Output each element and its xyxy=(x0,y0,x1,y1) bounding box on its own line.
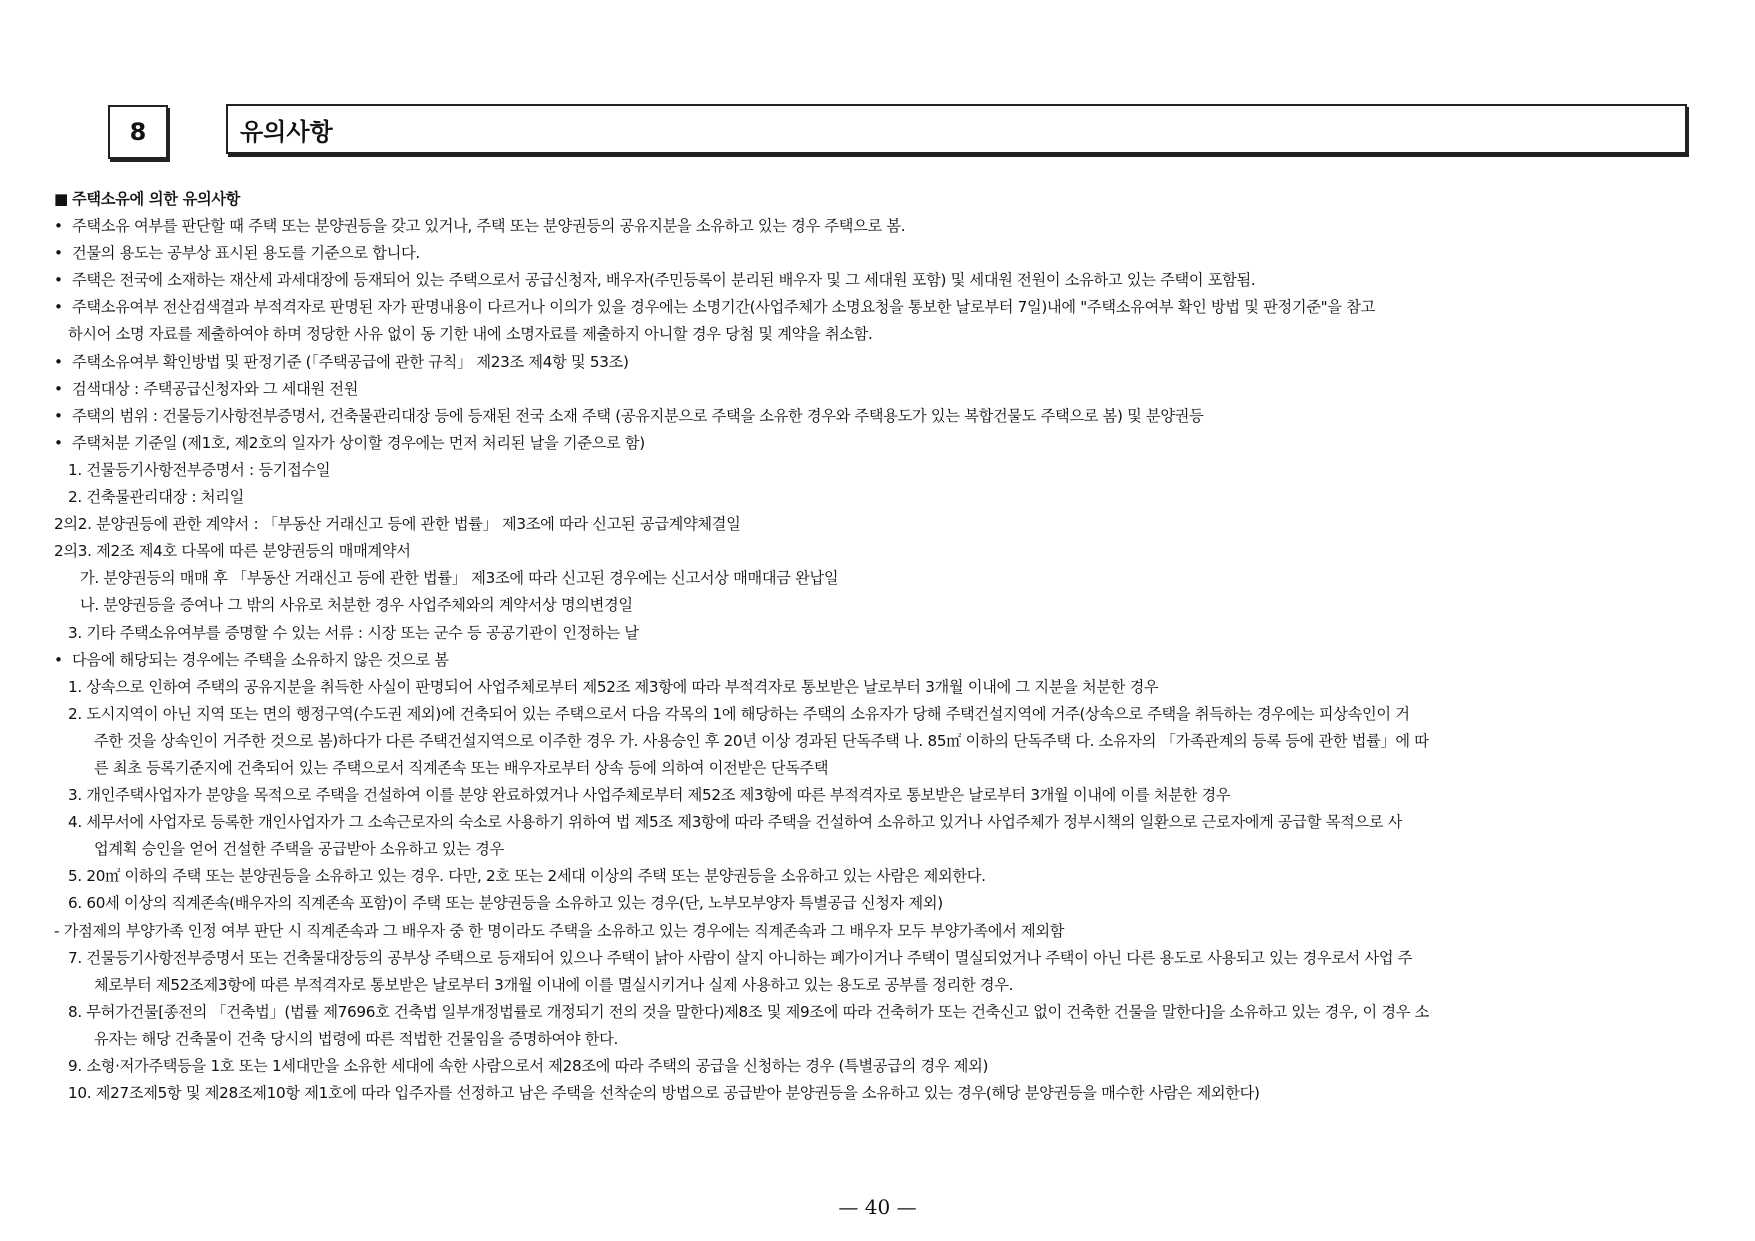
section-title-box xyxy=(226,104,1687,154)
bullet-icon: • xyxy=(54,217,63,236)
text-line: 주한 것을 상속인이 거주한 것으로 봄)하다가 다른 주택건설지역으로 이주한 경우 가. 사용승인 후 20년 이상 경과된 단독주택 나. 85㎡ 이하의 단독주택 다. 소유자의 「가족관계의 등록 등에 관한 법률」에 따 xyxy=(94,731,1429,750)
text-line: - 가점제의 부양가족 인정 여부 판단 시 직계존속과 그 배우자 중 한 명이라도 주택을 소유하고 있는 경우에는 직계존속과 그 배우자 모두 부양가족에서 제외함 xyxy=(54,921,1065,940)
text-line: 6. 60세 이상의 직계존속(배우자의 직계존속 포함)이 주택 또는 분양권등을 소유하고 있는 경우(단, 노부모부양자 특별공급 신청자 제외) xyxy=(68,894,943,913)
text-line: • 검색대상 : 주택공급신청자와 그 세대원 전원 xyxy=(54,376,1704,403)
bullet-icon: • xyxy=(54,406,63,425)
bullet-icon: • xyxy=(54,433,63,452)
notice-content xyxy=(54,186,1704,1107)
text-line: 10. 제27조제5항 및 제28조제10항 제1호에 따라 입주자를 선정하고 남은 주택을 선착순의 방법으로 공급받아 분양권등을 소유하고 있는 경우(해당 분양권등을 매수한 사람은 제외한다) xyxy=(68,1084,1260,1103)
text-line: 5. 20㎡ 이하의 주택 또는 분양권등을 소유하고 있는 경우. 다만, 2호 또는 2세대 이상의 주택 또는 분양권등을 소유하고 있는 사람은 제외한다. xyxy=(68,867,986,886)
text-line: 나. 분양권등을 증여나 그 밖의 사유로 처분한 경우 사업주체와의 계약서상 명의변경일 xyxy=(80,596,633,615)
text-line: 른 최초 등록기준지에 건축되어 있는 주택으로서 직계존속 또는 배우자로부터 상속 등에 의하여 이전받은 단독주택 xyxy=(94,758,829,777)
text-line: 가. 분양권등의 매매 후 「부동산 거래신고 등에 관한 법률」 제3조에 따라 신고된 경우에는 신고서상 매매대금 완납일 xyxy=(80,569,839,588)
text-line: 1. 건물등기사항전부증명서 : 등기접수일 xyxy=(68,460,331,479)
text-line: 2. 건축물관리대장 : 처리일 xyxy=(68,488,245,507)
section-number: 8 xyxy=(129,118,147,146)
text-line: 체로부터 제52조제3항에 따른 부적격자로 통보받은 날로부터 3개월 이내에 이를 멸실시키거나 실제 사용하고 있는 용도로 공부를 정리한 경우. xyxy=(94,975,1014,994)
section-number-box xyxy=(108,105,168,159)
bullet-icon: • xyxy=(54,271,63,290)
text-line: 업계획 승인을 얻어 건설한 주택을 공급받아 소유하고 있는 경우 xyxy=(94,840,504,859)
text-line: • 다음에 해당되는 경우에는 주택을 소유하지 않은 것으로 봄 xyxy=(54,647,1704,674)
text-line: 2. 도시지역이 아닌 지역 또는 면의 행정구역(수도권 제외)에 건축되어 있는 주택으로서 다음 각목의 1에 해당하는 주택의 소유자가 당해 주택건설지역에 거주(상속으로 주택을 취득하는 경우에는 피상속인이 거 xyxy=(68,704,1410,723)
section-title: 유의사항 xyxy=(240,117,333,146)
text-line: 유자는 해당 건축물이 건축 당시의 법령에 따른 적법한 건물임을 증명하여야 한다. xyxy=(94,1029,619,1048)
bullet-icon: • xyxy=(54,244,63,263)
text-line: 3. 기타 주택소유여부를 증명할 수 있는 서류 : 시장 또는 군수 등 공공기관이 인정하는 날 xyxy=(68,623,639,642)
text-line: 2의3. 제2조 제4호 다목에 따른 분양권등의 매매계약서 xyxy=(54,542,411,561)
bullet-icon: • xyxy=(54,379,63,398)
page-number: — 40 — xyxy=(838,1195,917,1219)
square-bullet-icon: ■ xyxy=(54,190,69,208)
text-line: 8. 무허가건물[종전의 「건축법」(법률 제7696호 건축법 일부개정법률로 개정되기 전의 것을 말한다)제8조 및 제9조에 따라 건축허가 또는 건축신고 없이 건축한 건물을 말한다]을 소유하고 있는 경우, 이 경우 소 xyxy=(68,1002,1430,1021)
text-line: • 주택의 범위 : 건물등기사항전부증명서, 건축물관리대장 등에 등재된 전국 소재 주택 (공유지분으로 주택을 소유한 경우와 주택용도가 있는 복합건물도 주택으로 봄) 및 분양권등 xyxy=(54,403,1704,430)
text-line: 7. 건물등기사항전부증명서 또는 건축물대장등의 공부상 주택으로 등재되어 있으나 주택이 낡아 사람이 살지 아니하는 폐가이거나 주택이 멸실되었거나 주택이 아닌 다른 용도로 사용되고 있는 경우로서 사업 주 xyxy=(68,948,1413,967)
text-line: • 주택처분 기준일 (제1호, 제2호의 일자가 상이할 경우에는 먼저 처리된 날을 기준으로 함) xyxy=(54,430,1704,457)
text-line: 하시어 소명 자료를 제출하여야 하며 정당한 사유 없이 동 기한 내에 소명자료를 제출하지 아니할 경우 당첨 및 계약을 취소함. xyxy=(68,325,873,344)
bullet-icon: • xyxy=(54,352,63,371)
text-line: 3. 개인주택사업자가 분양을 목적으로 주택을 건설하여 이를 분양 완료하였거나 사업주체로부터 제52조 제3항에 따른 부적격자로 통보받은 날로부터 3개월 이내에 이를 처분한 경우 xyxy=(68,786,1231,805)
text-line: • 주택소유여부 확인방법 및 판정기준 (「주택공급에 관한 규칙」 제23조 제4항 및 53조) xyxy=(54,349,1704,376)
bullet-icon: • xyxy=(54,298,63,317)
text-line: 4. 세무서에 사업자로 등록한 개인사업자가 그 소속근로자의 숙소로 사용하기 위하여 법 제5조 제3항에 따라 주택을 건설하여 소유하고 있거나 사업주체가 정부시책의 일환으로 근로자에게 공급할 목적으로 사 xyxy=(68,813,1403,832)
text-line: • 주택은 전국에 소재하는 재산세 과세대장에 등재되어 있는 주택으로서 공급신청자, 배우자(주민등록이 분리된 배우자 및 그 세대원 포함) 및 세대원 전원이 소유하고 있는 주택이 포함됨. xyxy=(54,267,1704,294)
text-line: 2의2. 분양권등에 관한 계약서 : 「부동산 거래신고 등에 관한 법률」 제3조에 따라 신고된 공급계약체결일 xyxy=(54,515,741,534)
text-line: • 주택소유 여부를 판단할 때 주택 또는 분양권등을 갖고 있거나, 주택 또는 분양권등의 공유지분을 소유하고 있는 경우 주택으로 봄. xyxy=(54,213,1704,240)
text-line: 9. 소형·저가주택등을 1호 또는 1세대만을 소유한 세대에 속한 사람으로서 제28조에 따라 주택의 공급을 신청하는 경우 (특별공급의 경우 제외) xyxy=(68,1057,989,1075)
notice-heading xyxy=(54,186,1704,213)
bullet-icon: • xyxy=(54,650,63,669)
text-line: • 건물의 용도는 공부상 표시된 용도를 기준으로 합니다. xyxy=(54,240,1704,267)
text-line: • 주택소유여부 전산검색결과 부적격자로 판명된 자가 판명내용이 다르거나 이의가 있을 경우에는 소명기간(사업주체가 소명요청을 통보한 날로부터 7일)내에 "주택소유여부 확인 방법 및 판정기준"을 참고 xyxy=(54,294,1704,321)
text-line: 1. 상속으로 인하여 주택의 공유지분을 취득한 사실이 판명되어 사업주체로부터 제52조 제3항에 따라 부적격자로 통보받은 날로부터 3개월 이내에 그 지분을 처분한 경우 xyxy=(68,677,1159,696)
notice-heading-text: 주택소유에 의한 유의사항 xyxy=(72,190,241,208)
